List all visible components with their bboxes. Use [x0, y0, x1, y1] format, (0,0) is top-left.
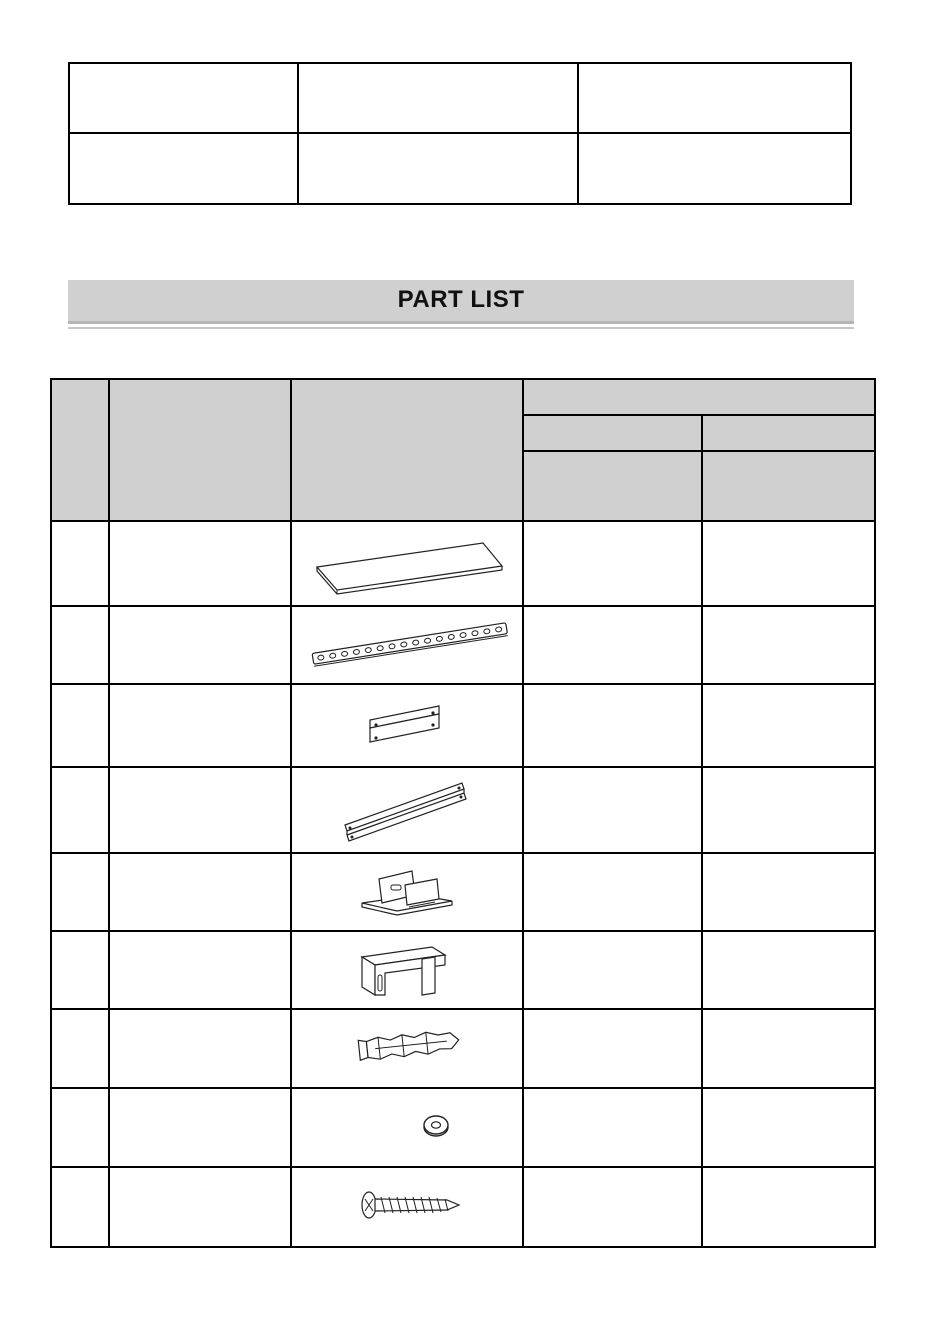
header-divider	[522, 414, 874, 416]
column-divider	[522, 380, 524, 1246]
top-table-cell	[299, 134, 579, 204]
row-divider	[52, 1166, 874, 1168]
top-table-cell	[70, 64, 299, 134]
row-divider	[52, 1087, 874, 1089]
top-table-cell	[299, 64, 579, 134]
top-table-cell	[579, 134, 850, 204]
glass-shelf-panel-icon	[315, 540, 505, 595]
column-divider	[108, 380, 110, 1246]
banner-underline	[68, 327, 854, 329]
wall-plug-anchor-icon	[355, 1025, 465, 1065]
row-divider	[52, 683, 874, 685]
part-list-banner	[68, 280, 854, 324]
long-rail-bar-icon	[342, 775, 472, 850]
washer-icon	[422, 1113, 450, 1139]
parts-table	[50, 378, 876, 1248]
top-table-cell	[70, 134, 299, 204]
perforated-strip-icon	[310, 620, 510, 670]
column-divider	[290, 380, 292, 1246]
row-divider	[52, 930, 874, 932]
shelf-clip-bracket-icon	[357, 865, 457, 920]
row-divider	[52, 1008, 874, 1010]
row-divider	[52, 766, 874, 768]
row-divider	[52, 852, 874, 854]
screw-icon	[357, 1185, 467, 1225]
l-shaped-support-icon	[357, 945, 457, 1000]
short-bracket-bar-icon	[367, 698, 447, 748]
top-info-table	[68, 62, 852, 205]
column-divider	[701, 415, 703, 1246]
row-divider	[52, 605, 874, 607]
part-list-title: PART LIST	[397, 286, 525, 313]
header-divider	[522, 450, 874, 452]
header-bottom-line	[52, 520, 874, 522]
top-table-cell	[579, 64, 850, 134]
